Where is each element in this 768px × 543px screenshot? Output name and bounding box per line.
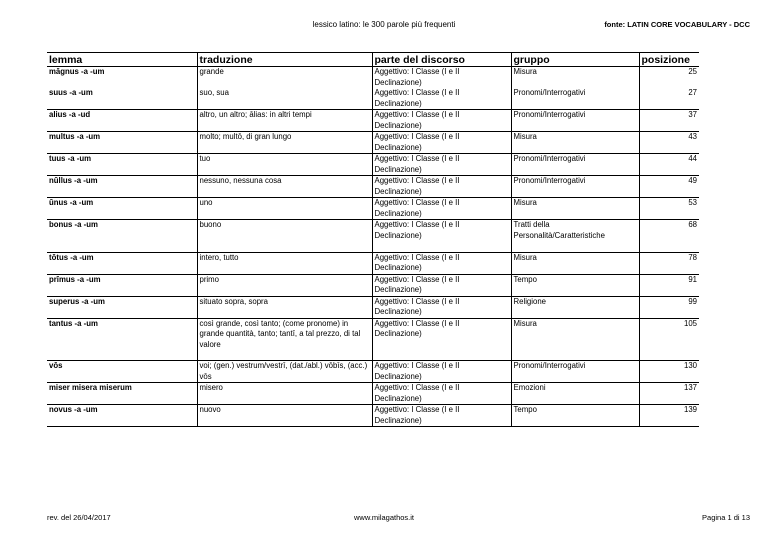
gruppo-cell: Tratti della Personalità/Caratteristiche [511, 220, 639, 253]
posizione-cell: 137 [639, 383, 699, 405]
parte-cell: Aggettivo: I Classe (I e II Declinazione) [372, 252, 511, 274]
lemma-cell: tuus -a -um [47, 154, 197, 176]
posizione-cell: 68 [639, 220, 699, 253]
table-row [47, 296, 699, 318]
gruppo-cell: Misura [511, 318, 639, 361]
gruppo-cell: Religione [511, 296, 639, 318]
posizione-cell: 53 [639, 198, 699, 220]
gruppo-cell: Tempo [511, 274, 639, 296]
table-row [47, 154, 699, 176]
posizione-cell: 91 [639, 274, 699, 296]
table-row [47, 383, 699, 405]
parte-cell: Aggettivo: I Classe (I e II Declinazione) [372, 383, 511, 405]
traduzione-cell: nessuno, nessuna cosa [197, 176, 372, 198]
table-row [47, 67, 699, 89]
lemma-cell: māgnus -a -um [49, 67, 105, 76]
traduzione-cell: altro, un altro; ālias: in altri tempi [197, 110, 372, 132]
traduzione-cell: primo [197, 274, 372, 296]
parte-cell: Aggettivo: I Classe (I e II Declinazione) [372, 405, 511, 427]
posizione-cell: 130 [639, 361, 699, 383]
lemma-cell: tōtus -a -um [47, 252, 197, 274]
lemma-cell: nūllus -a -um [47, 176, 197, 198]
traduzione-cell: intero, tutto [197, 252, 372, 274]
posizione-cell: 37 [639, 110, 699, 132]
table-row [47, 318, 699, 361]
traduzione-cell: suo, sua [197, 88, 372, 110]
lemma-cell: novus -a -um [47, 405, 197, 427]
posizione-cell: 139 [639, 405, 699, 427]
gruppo-cell: Misura [511, 132, 639, 154]
table-row [47, 110, 699, 132]
lemma-cell: bonus -a -um [47, 220, 197, 253]
column-header-gruppo: gruppo [511, 53, 639, 67]
column-header-lemma: lemma [47, 53, 197, 67]
column-header-parte: parte del discorso [372, 53, 511, 67]
table-header-row [47, 53, 699, 67]
gruppo-cell: Misura [511, 252, 639, 274]
parte-cell: Aggettivo: I Classe (I e II Declinazione) [372, 274, 511, 296]
gruppo-cell: Misura [511, 198, 639, 220]
lemma-cell: miser misera miserum [47, 383, 197, 405]
page-header-source: fonte: LATIN CORE VOCABULARY - DCC [604, 20, 750, 29]
table-row [47, 361, 699, 383]
lemma-cell: prīmus -a -um [47, 274, 197, 296]
parte-cell: Aggettivo: I Classe (I e II Declinazione) [372, 88, 511, 110]
parte-cell: Aggettivo: I Classe (I e II Declinazione) [372, 110, 511, 132]
traduzione-cell: tuo [197, 154, 372, 176]
gruppo-cell: Misura [511, 67, 639, 89]
gruppo-cell: Emozioni [511, 383, 639, 405]
table-row [47, 176, 699, 198]
gruppo-cell: Pronomi/Interrogativi [511, 154, 639, 176]
table-row [47, 132, 699, 154]
lemma-cell: multus -a -um [47, 132, 197, 154]
posizione-cell: 99 [639, 296, 699, 318]
traduzione-cell: misero [197, 383, 372, 405]
parte-cell: Aggettivo: I Classe (I e II Declinazione) [372, 132, 511, 154]
page-header-title: lessico latino: le 300 parole più frequenti [312, 20, 456, 29]
lemma-cell: superus -a -um [47, 296, 197, 318]
posizione-cell: 105 [639, 318, 699, 361]
lemma-cell: suus -a -um [47, 88, 197, 110]
page-footer-website: www.milagathos.it [353, 513, 415, 522]
parte-cell: Aggettivo: I Classe (I e II Declinazione) [372, 220, 511, 253]
traduzione-cell: situato sopra, sopra [197, 296, 372, 318]
table-row [47, 252, 699, 274]
page-footer-page-number: Pagina 1 di 13 [702, 513, 750, 522]
traduzione-cell: voi; (gen.) vestrum/vestrī, (dat./abl.) vōbīs, (acc.) vōs [197, 361, 372, 383]
traduzione-cell: molto; multō, di gran lungo [197, 132, 372, 154]
traduzione-cell: uno [197, 198, 372, 220]
lemma-cell: vōs [47, 361, 197, 383]
traduzione-cell: grande [197, 67, 372, 89]
parte-cell: Aggettivo: I Classe (I e II Declinazione) [372, 176, 511, 198]
traduzione-cell: nuovo [197, 405, 372, 427]
lemma-cell: tantus -a -um [47, 318, 197, 361]
parte-cell: Aggettivo: I Classe (I e II Declinazione) [372, 154, 511, 176]
vocabulary-table [47, 52, 699, 427]
gruppo-cell: Pronomi/Interrogativi [511, 110, 639, 132]
column-header-posizione: posizione [639, 53, 699, 67]
traduzione-cell: così grande, così tanto; (come pronome) in grande quantità, tanto; tantī, a tal prezzo, di tal valore [197, 318, 372, 361]
traduzione-cell: buono [197, 220, 372, 253]
posizione-cell: 27 [639, 88, 699, 110]
table-row [47, 220, 699, 253]
gruppo-cell: Pronomi/Interrogativi [511, 88, 639, 110]
posizione-cell: 25 [639, 67, 699, 89]
parte-cell: Aggettivo: I Classe (I e II Declinazione) [372, 318, 511, 361]
table-row [47, 88, 699, 110]
posizione-cell: 43 [639, 132, 699, 154]
column-header-traduzione: traduzione [197, 53, 372, 67]
parte-cell: Aggettivo: I Classe (I e II Declinazione) [372, 198, 511, 220]
table-row [47, 274, 699, 296]
parte-cell: Aggettivo: I Classe (I e II Declinazione) [372, 67, 511, 89]
parte-cell: Aggettivo: I Classe (I e II Declinazione) [372, 296, 511, 318]
posizione-cell: 78 [639, 252, 699, 274]
gruppo-cell: Tempo [511, 405, 639, 427]
posizione-cell: 44 [639, 154, 699, 176]
table-row [47, 405, 699, 427]
lemma-cell: alius -a -ud [47, 110, 197, 132]
gruppo-cell: Pronomi/Interrogativi [511, 176, 639, 198]
posizione-cell: 49 [639, 176, 699, 198]
lemma-cell: ūnus -a -um [47, 198, 197, 220]
table-row [47, 198, 699, 220]
parte-cell: Aggettivo: I Classe (I e II Declinazione) [372, 361, 511, 383]
page-footer-revision: rev. del 26/04/2017 [47, 513, 111, 522]
gruppo-cell: Pronomi/Interrogativi [511, 361, 639, 383]
